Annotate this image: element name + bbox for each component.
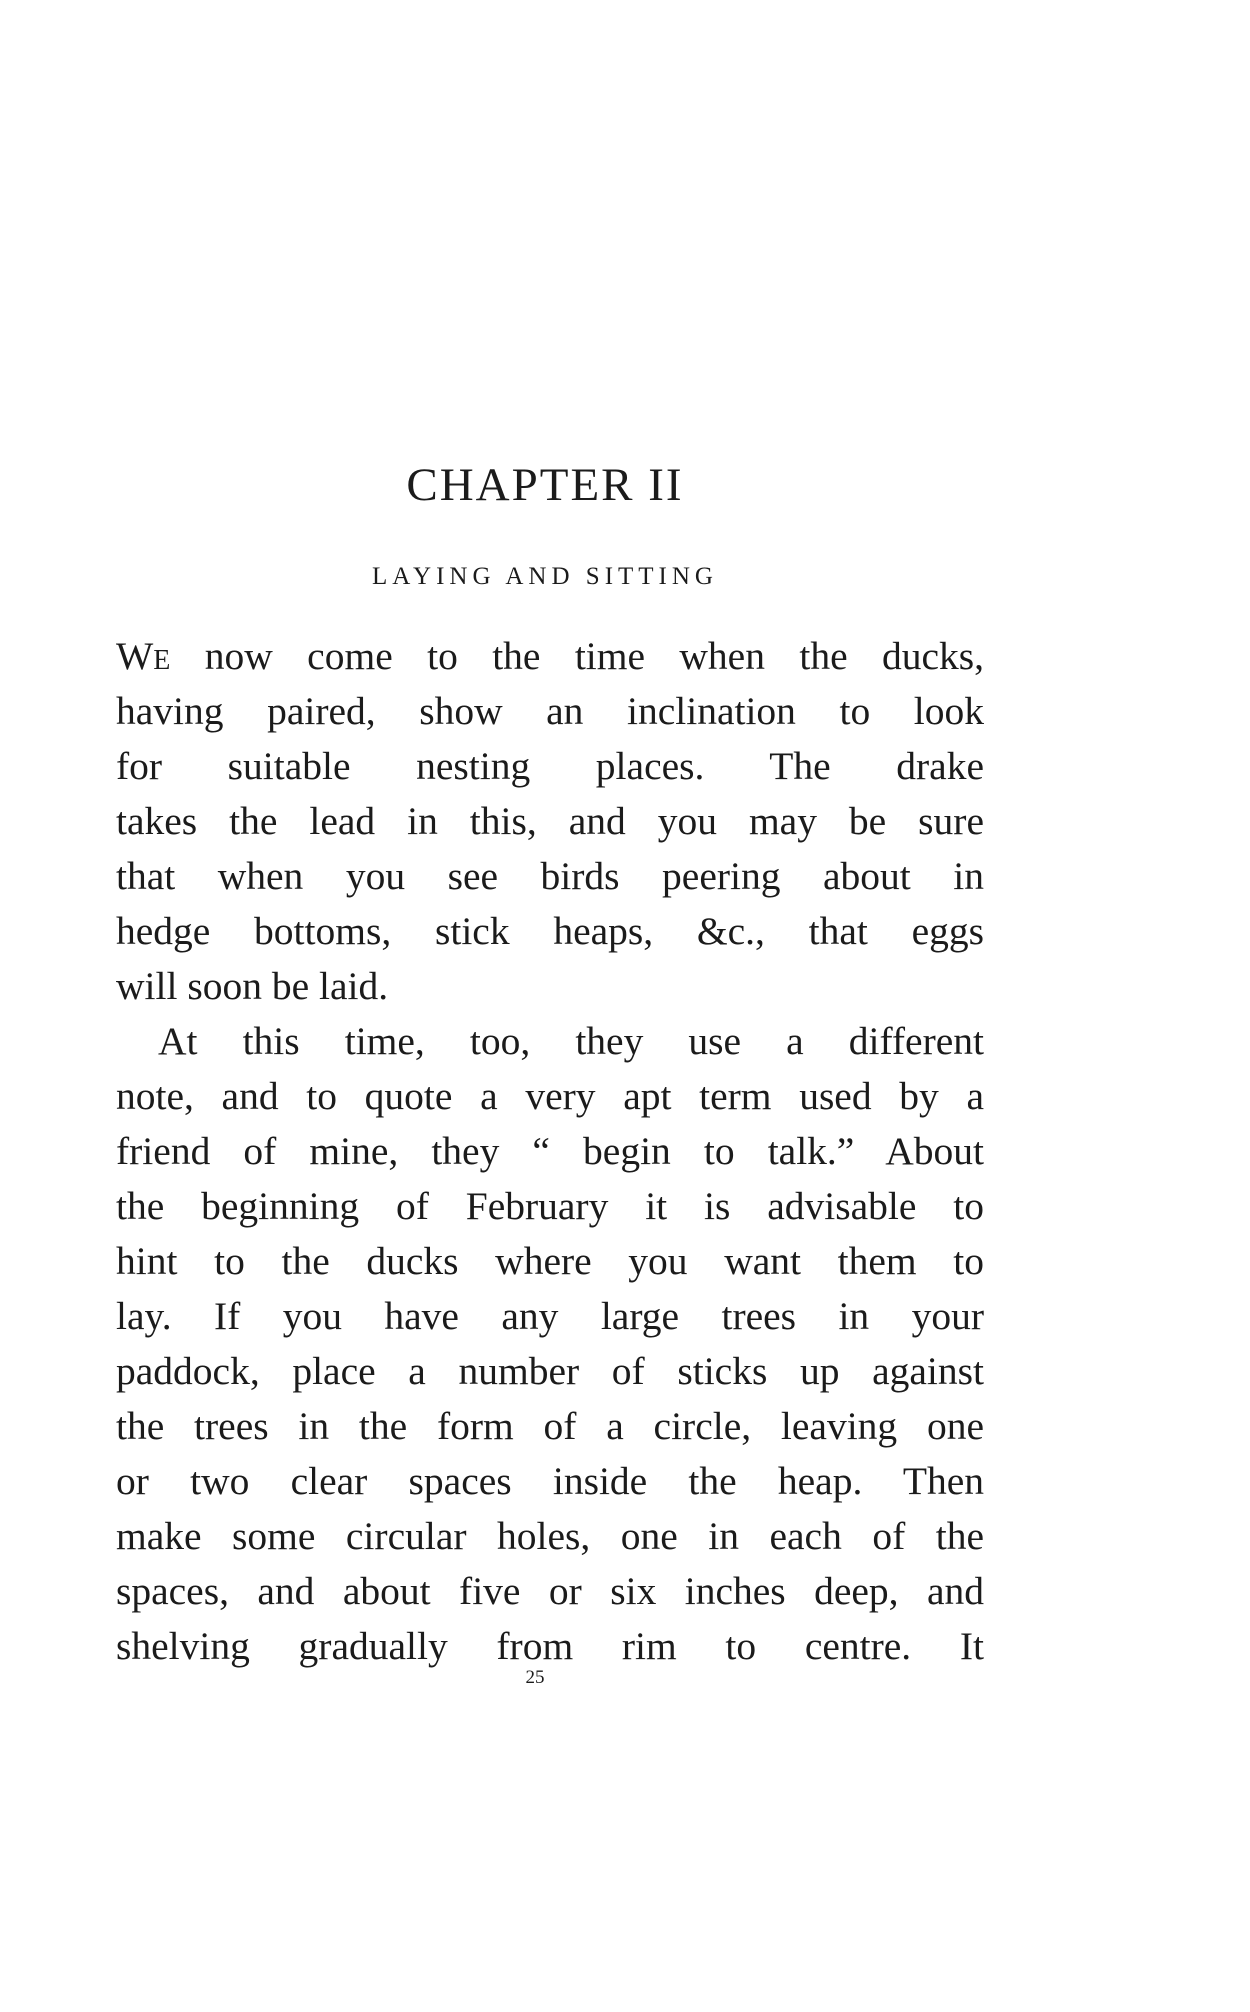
text-line: that when you see birds peering about in <box>116 854 984 898</box>
chapter-subtitle: LAYING AND SITTING <box>371 563 718 590</box>
text-line <box>116 629 984 684</box>
text-line: or two clear spaces inside the heap. Then <box>116 1459 984 1503</box>
text-line: hedge bottoms, stick heaps, &c., that eggs <box>116 909 984 953</box>
text-line: for suitable nesting places. The drake <box>116 744 984 788</box>
text-line: friend of mine, they “ begin to talk.” About <box>116 1129 984 1173</box>
body-text <box>116 629 984 1674</box>
text-line-content: now come to the time when the ducks, <box>170 634 984 678</box>
text-line: hint to the ducks where you want them to <box>116 1239 984 1283</box>
text-line: will soon be laid. <box>116 964 389 1008</box>
text-line: having paired, show an inclination to look <box>116 689 984 733</box>
text-line: spaces, and about five or six inches deep, and <box>116 1569 984 1613</box>
text-line: At this time, too, they use a different <box>158 1019 984 1063</box>
text-line: note, and to quote a very apt term used by a <box>116 1074 984 1118</box>
page-number: 25 <box>525 1667 545 1688</box>
text-line: takes the lead in this, and you may be sure <box>116 799 984 843</box>
text-line: the trees in the form of a circle, leaving one <box>116 1404 984 1448</box>
initial-letter: W <box>116 634 154 678</box>
small-caps-letter: E <box>153 645 171 676</box>
text-line: the beginning of February it is advisable to <box>116 1184 984 1228</box>
text-line: make some circular holes, one in each of the <box>116 1514 984 1558</box>
text-line: lay. If you have any large trees in your <box>116 1294 984 1338</box>
text-line: paddock, place a number of sticks up against <box>116 1349 984 1393</box>
text-line: shelving gradually from rim to centre. It <box>116 1624 984 1668</box>
chapter-title: CHAPTER II <box>406 459 684 511</box>
